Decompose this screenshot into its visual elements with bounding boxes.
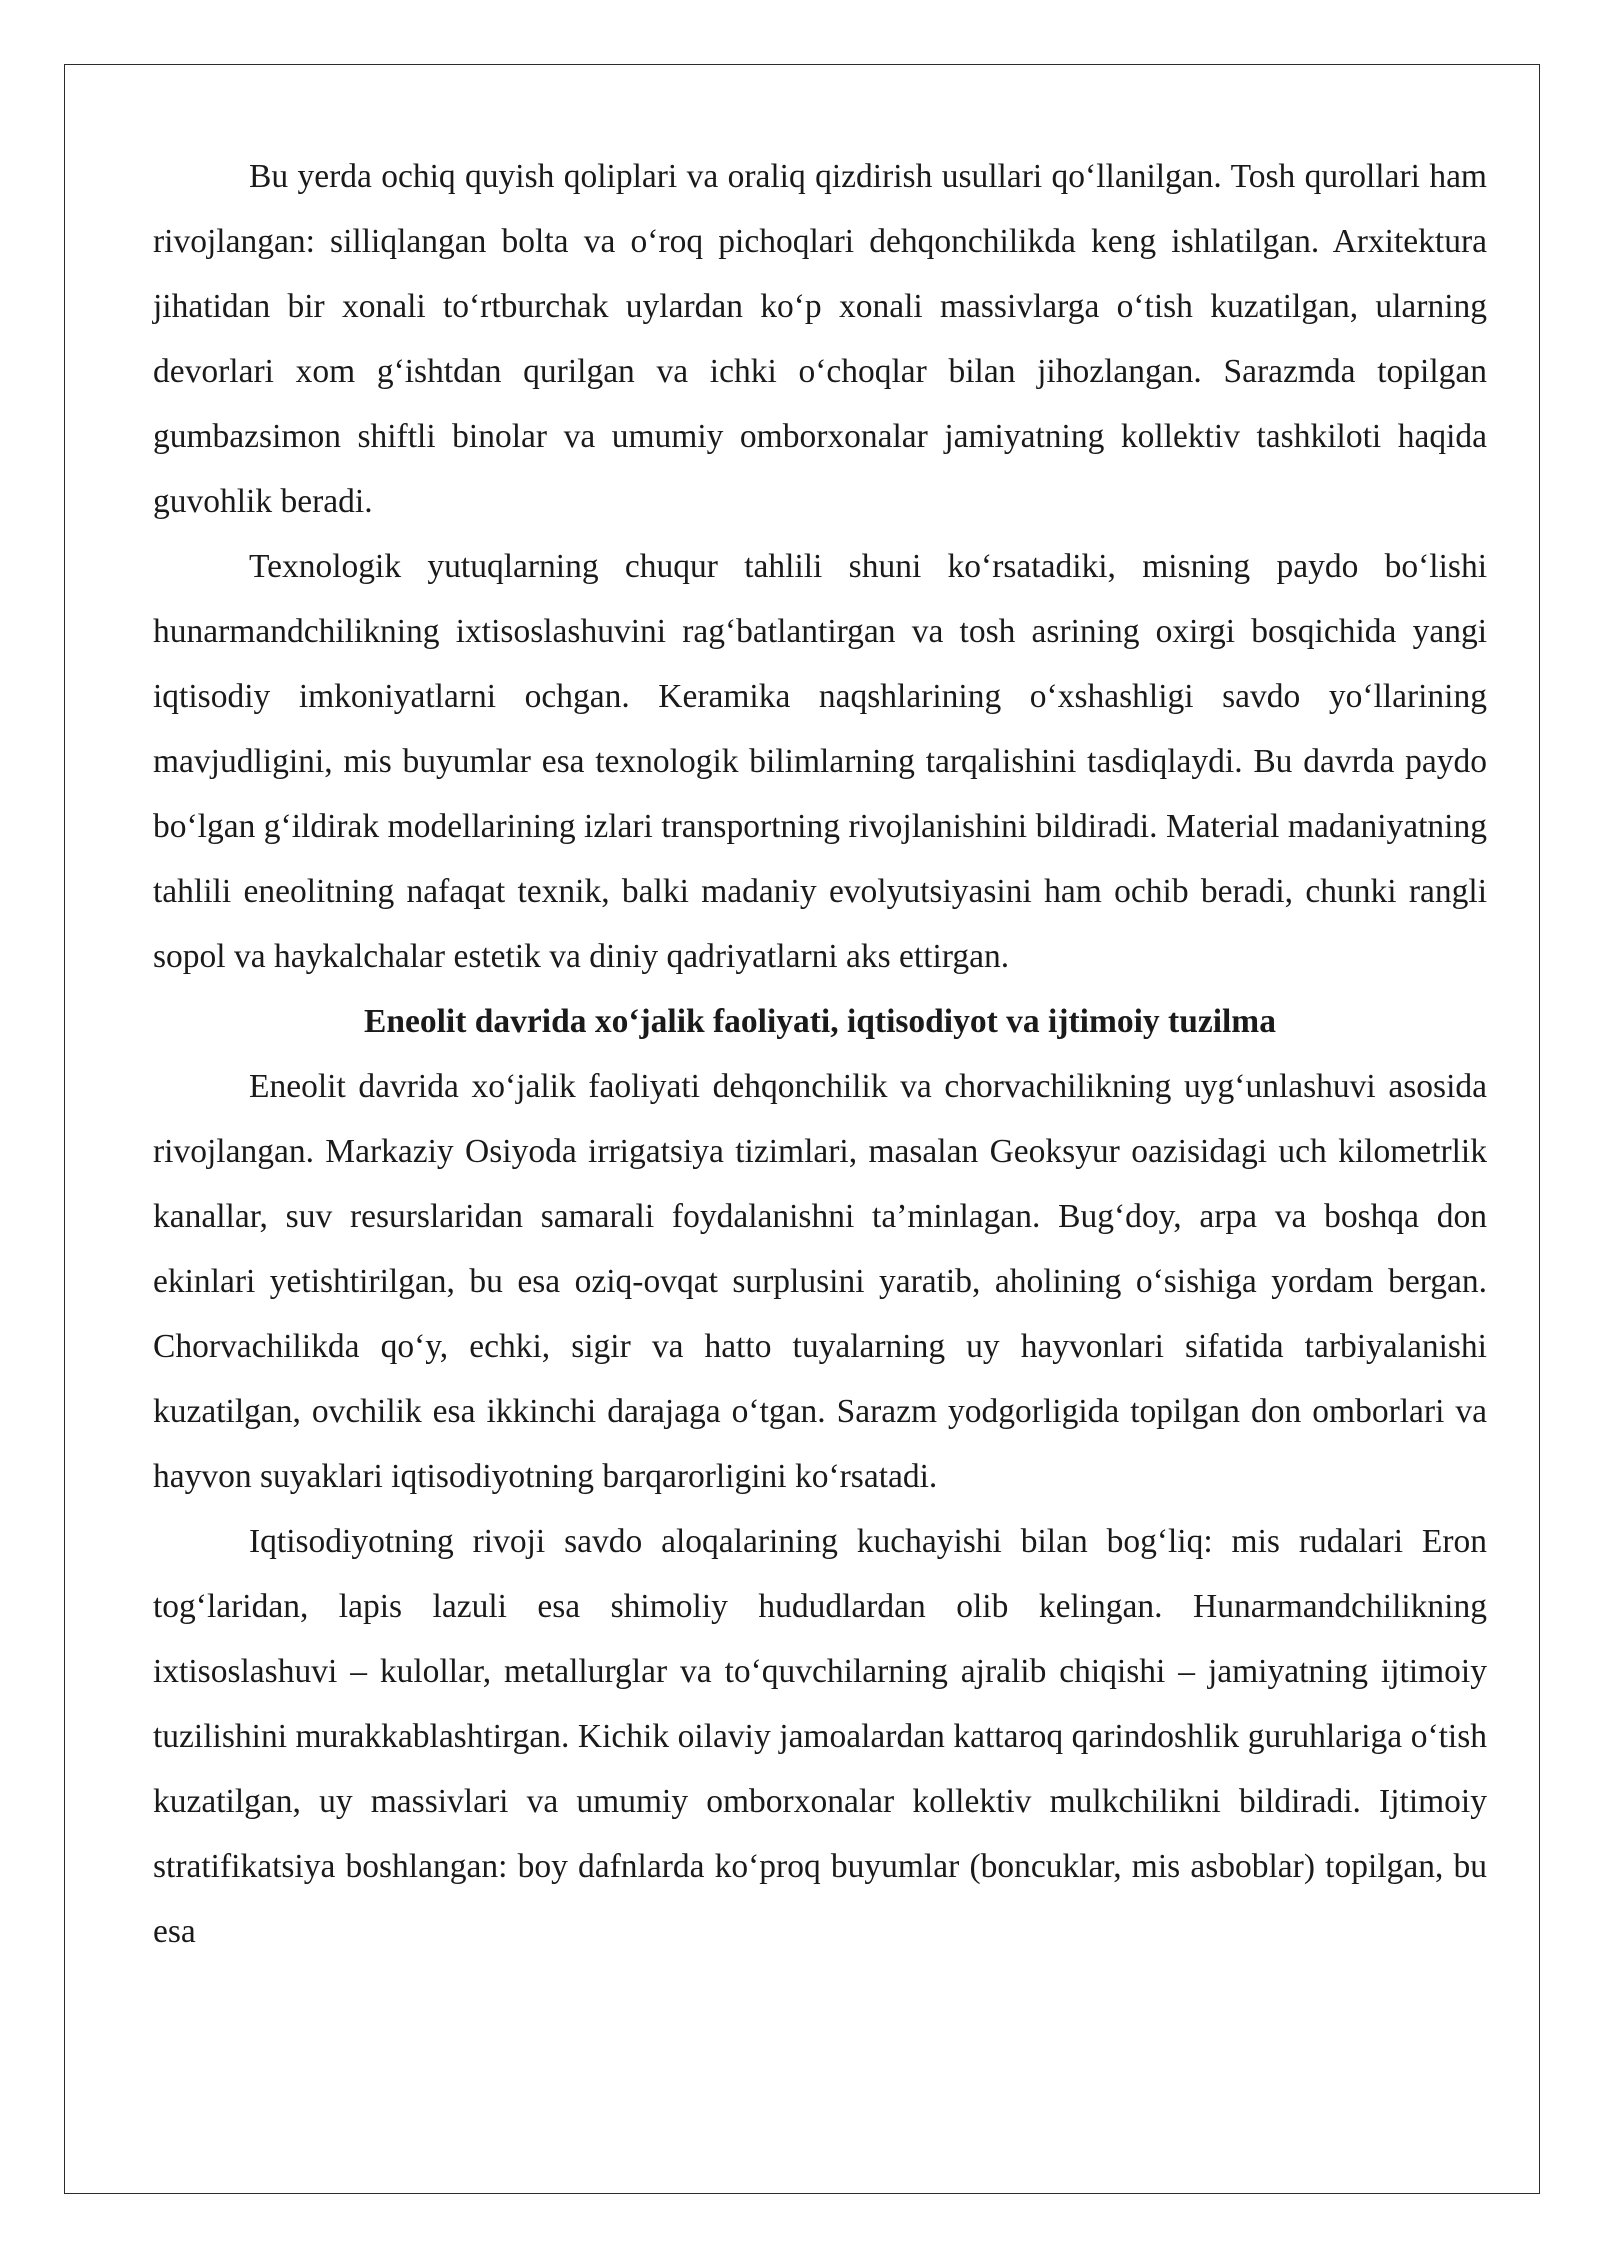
paragraph-1: Bu yerda ochiq quyish qoliplari va oraliq qizdirish usullari qo‘llanilgan. Tosh qurollari ham rivojlangan: silliqlangan bolta va o‘roq pichoqlari dehqonchilikda keng ishlatilgan. Arxitektura jihatidan bir xonali to‘rtburchak uylardan ko‘p xonali massivlarga o‘tish kuzatilgan, ularning devorlari xom g‘ishtdan qurilgan va ichki o‘choqlar bilan jihozlangan. Sarazmda topilgan gumbazsimon shiftli binolar va umumiy omborxonalar jamiyatning kollektiv tashkiloti haqida guvohlik beradi. bbox=[153, 158, 1487, 520]
section-heading: Eneolit davrida xo‘jalik faoliyati, iqtisodiyot va ijtimoiy tuzilma bbox=[364, 1003, 1276, 1040]
paragraph-3: Eneolit davrida xo‘jalik faoliyati dehqonchilik va chorvachilikning uyg‘unlashuvi asosida rivojlangan. Markaziy Osiyoda irrigatsiya tizimlari, masalan Geoksyur oazisidagi uch kilometrlik kanallar, suv resurslaridan samarali foydalanishni ta’minlagan. Bug‘doy, arpa va boshqa don ekinlari yetishtirilgan, bu esa oziq-ovqat surplusini yaratib, aholining o‘sishiga yordam bergan. Chorvachilikda qo‘y, echki, sigir va hatto tuyalarning uy hayvonlari sifatida tarbiyalanishi kuzatilgan, ovchilik esa ikkinchi darajaga o‘tgan. Sarazm yodgorligida topilgan don omborlari va hayvon suyaklari iqtisodiyotning barqarorligini ko‘rsatadi. bbox=[153, 1068, 1487, 1495]
paragraph-4: Iqtisodiyotning rivoji savdo aloqalarining kuchayishi bilan bog‘liq: mis rudalari Eron tog‘laridan, lapis lazuli esa shimoliy hududlardan olib kelingan. Hunarmandchilikning ixtisoslashuvi – kulollar, metallurglar va to‘quvchilarning ajralib chiqishi – jamiyatning ijtimoiy tuzilishini murakkablashtirgan. Kichik oilaviy jamoalardan kattaroq qarindoshlik guruhlariga o‘tish kuzatilgan, uy massivlari va umumiy omborxonalar kollektiv mulkchilikni bildiradi. Ijtimoiy stratifikatsiya boshlangan: boy dafnlarda ko‘proq buyumlar (boncuklar, mis asboblar) topilgan, bu esa bbox=[153, 1523, 1487, 1950]
paragraph-2: Texnologik yutuqlarning chuqur tahlili shuni ko‘rsatadiki, misning paydo bo‘lishi hunarmandchilikning ixtisoslashuvini rag‘batlantirgan va tosh asrining oxirgi bosqichida yangi iqtisodiy imkoniyatlarni ochgan. Keramika naqshlarining o‘xshashligi savdo yo‘llarining mavjudligini, mis buyumlar esa texnologik bilimlarning tarqalishini tasdiqlaydi. Bu davrda paydo bo‘lgan g‘ildirak modellarining izlari transportning rivojlanishini bildiradi. Material madaniyatning tahlili eneolitning nafaqat texnik, balki madaniy evolyutsiyasini ham ochib beradi, chunki rangli sopol va haykalchalar estetik va diniy qadriyatlarni aks ettirgan. bbox=[153, 548, 1487, 975]
document-body bbox=[153, 144, 1487, 1964]
